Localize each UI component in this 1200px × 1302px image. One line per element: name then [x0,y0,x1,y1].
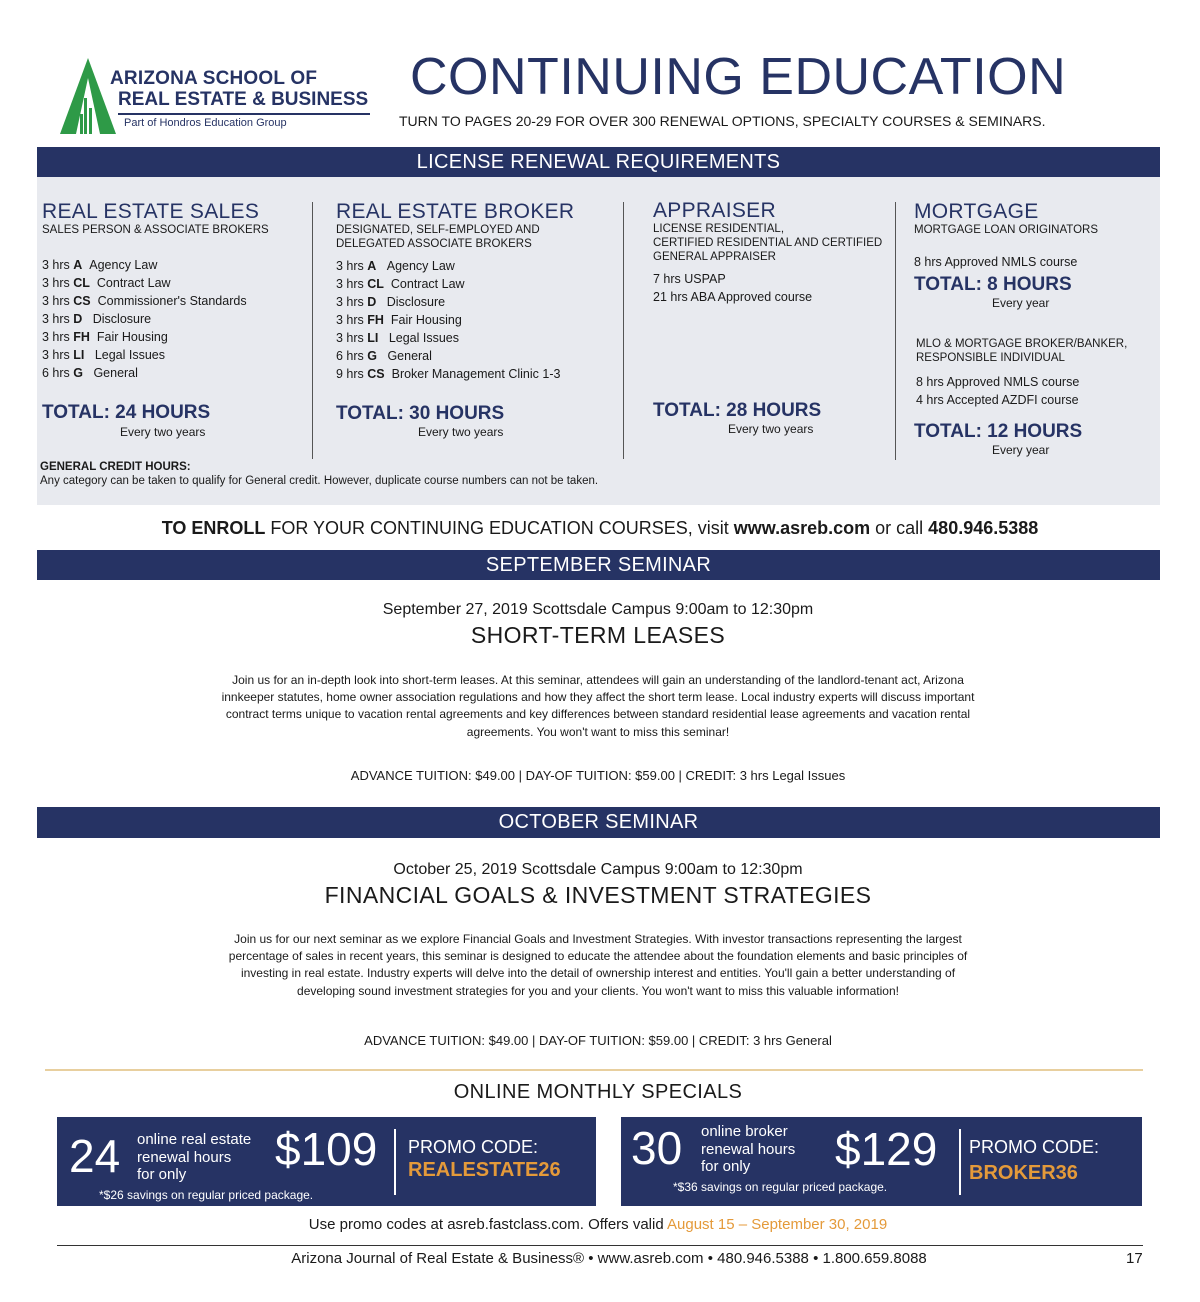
mortgage-total-1: TOTAL: 8 HOURS [914,274,1072,295]
mortgage-title: MORTGAGE [914,200,1039,223]
mortgage-course-list-2 [916,373,1127,409]
footer-text: Arizona Journal of Real Estate & Business® • www.asreb.com • 480.946.5388 • 1.800.659.8088 [291,1250,927,1267]
september-seminar-bar: SEPTEMBER SEMINAR [37,550,1160,580]
broker-subtitle-2: DELEGATED ASSOCIATE BROKERS [336,238,532,250]
list-item: 8 hrs Approved NMLS course [914,255,1078,269]
promo-code-label: PROMO CODE: [408,1137,539,1157]
october-seminar-tuition: ADVANCE TUITION: $49.00 | DAY-OF TUITION: $59.00 | CREDIT: 3 hrs General [364,1033,832,1048]
page-number: 17 [1126,1250,1143,1267]
page-subtitle: TURN TO PAGES 20-29 FOR OVER 300 RENEWAL OPTIONS, SPECIALTY COURSES & SEMINARS. [399,113,1046,129]
sales-title: REAL ESTATE SALES [42,200,260,223]
sales-course-list [42,256,269,382]
september-seminar-tuition: ADVANCE TUITION: $49.00 | DAY-OF TUITION: $59.00 | CREDIT: 3 hrs Legal Issues [350,768,846,783]
promo-dates: August 15 – September 30, 2019 [667,1216,888,1233]
logo-line-2: REAL ESTATE & BUSINESS [118,89,369,110]
logo-tagline: Part of Hondros Education Group [124,117,287,129]
list-item: 3 hrs D Disclosure [42,312,152,326]
sales-frequency: Every two years [120,425,206,439]
general-credit-heading: GENERAL CREDIT HOURS: [40,461,191,473]
list-item: 3 hrs FH Fair Housing [42,330,168,344]
enroll-phone[interactable]: 480.946.5388 [928,518,1039,538]
sales-column [42,201,269,439]
promo-description: online real estate renewal hours for only [137,1131,252,1183]
list-item: 4 hrs Accepted AZDFI course [916,393,1079,407]
enroll-visit: visit [697,518,734,538]
mountain-logo-icon [58,56,118,136]
list-item: 3 hrs CS Commissioner's Standards [42,294,247,308]
broker-title: REAL ESTATE BROKER [336,200,575,223]
promo-code-label: PROMO CODE: [969,1137,1100,1157]
broker-subtitle-1: DESIGNATED, SELF-EMPLOYED AND [336,224,540,236]
general-credit-text: Any category can be taken to qualify for General credit. However, duplicate course numbers can not be taken. [40,475,599,487]
promo-savings: *$36 savings on regular priced package. [673,1180,888,1194]
october-seminar-date: October 25, 2019 Scottsdale Campus 9:00am to 12:30pm [393,861,803,878]
list-item: 9 hrs CS Broker Management Clinic 1-3 [336,367,561,381]
list-item: 3 hrs D Disclosure [336,295,446,309]
column-divider [895,202,896,460]
broker-column [336,201,574,439]
column-divider [623,202,624,459]
promo-description: online broker renewal hours for only [701,1123,796,1175]
broker-frequency: Every two years [418,425,504,439]
appraiser-course-list [653,270,882,306]
mortgage-course-list [914,253,1127,271]
logo-line-1: ARIZONA SCHOOL OF [110,68,318,89]
list-item: 6 hrs G General [336,349,432,363]
promo-divider [394,1129,396,1195]
mortgage-total-2: TOTAL: 12 HOURS [914,421,1083,442]
promo-note: Use promo codes at asreb.fastclass.com. Offers valid August 15 – September 30, 2019 [308,1216,888,1233]
appraiser-subtitle-3: GENERAL APPRAISER [653,251,776,263]
section-divider [45,1069,1143,1071]
promo-code[interactable]: REALESTATE26 [408,1159,561,1181]
list-item: 3 hrs FH Fair Housing [336,313,462,327]
september-seminar-title: SHORT-TERM LEASES [470,622,726,648]
list-item: 8 hrs Approved NMLS course [916,375,1080,389]
sales-subtitle: SALES PERSON & ASSOCIATE BROKERS [42,224,269,236]
promo-code[interactable]: BROKER36 [969,1162,1078,1184]
page-title: CONTINUING EDUCATION [410,48,1067,106]
promo-hours: 30 [631,1122,683,1174]
promo-savings: *$26 savings on regular priced package. [99,1188,314,1202]
september-seminar-date: September 27, 2019 Scottsdale Campus 9:00am to 12:30pm [382,601,814,618]
list-item: 6 hrs G General [42,366,138,380]
enroll-lead: TO ENROLL [161,518,266,538]
promo-card-broker[interactable] [621,1117,1142,1206]
mortgage-column [914,201,1127,457]
appraiser-frequency: Every two years [728,422,814,436]
list-item: 7 hrs USPAP [653,272,726,286]
list-item: 3 hrs LI Legal Issues [42,348,165,362]
enroll-url-link[interactable]: www.asreb.com [733,518,871,538]
column-divider [312,202,313,459]
promo-price: $109 [275,1123,378,1175]
october-seminar-description: Join us for our next seminar as we explore Financial Goals and Investment Strategies. With investor transactions representing the largest percentage of sales in recent years, this seminar is designed to educate the attendee about the foundation elements and basic principles of investing in real estate. Industry experts will delve into the detail of ownership interest and entities. You'll gain a better understanding of developing sound investment strategies for you and your clients. You won't want to miss this valuable information! [228,932,968,998]
promo-divider [959,1129,961,1195]
list-item: 3 hrs A Agency Law [42,258,158,272]
list-item: 3 hrs CL Contract Law [336,277,465,291]
broker-total: TOTAL: 30 HOURS [336,403,505,424]
broker-course-list [336,257,574,383]
enroll-middle: FOR YOUR CONTINUING EDUCATION COURSES, [265,518,698,538]
october-seminar-title: FINANCIAL GOALS & INVESTMENT STRATEGIES [324,882,872,908]
promo-hours: 24 [69,1130,121,1182]
september-seminar-description: Join us for an in-depth look into short-term leases. At this seminar, attendees will gain an understanding of the landlord-tenant act, Arizona innkeeper statutes, home owner association regulations and how they affect the short term lease. Local industry experts will discuss important contract terms unique to vacation rental agreements and key differences between standard residential lease agreements and vacation rental agreements. You won't want to miss this seminar! [221,673,975,739]
promo-price: $129 [835,1123,938,1175]
mortgage-frequency-1: Every year [992,296,1050,310]
footer-rule [57,1245,1143,1246]
promo-card-realestate[interactable] [57,1117,596,1206]
mortgage-subtitle-2a: MLO & MORTGAGE BROKER/BANKER, [916,338,1128,350]
list-item: 21 hrs ABA Approved course [653,290,813,304]
sales-total: TOTAL: 24 HOURS [42,402,211,423]
mortgage-subtitle-2b: RESPONSIBLE INDIVIDUAL [916,352,1065,364]
promo-url-link[interactable]: asreb.fastclass.com [447,1216,580,1233]
list-item: 3 hrs LI Legal Issues [336,331,459,345]
logo-rule [118,113,370,115]
appraiser-subtitle-1: LICENSE RESIDENTIAL, [653,223,785,235]
appraiser-total: TOTAL: 28 HOURS [653,400,822,421]
appraiser-title: APPRAISER [653,199,776,222]
mortgage-subtitle: MORTGAGE LOAN ORIGINATORS [914,224,1099,236]
enroll-line [0,518,1200,539]
list-item: 3 hrs CL Contract Law [42,276,171,290]
renewal-section-bar: LICENSE RENEWAL REQUIREMENTS [37,147,1160,178]
appraiser-column [653,200,882,436]
online-specials-title: ONLINE MONTHLY SPECIALS [453,1081,743,1103]
appraiser-subtitle-2: CERTIFIED RESIDENTIAL AND CERTIFIED [653,237,883,249]
school-logo [58,56,378,138]
mortgage-frequency-2: Every year [992,443,1050,457]
enroll-or-call: or call [870,518,929,538]
list-item: 3 hrs A Agency Law [336,259,455,273]
renewal-panel [37,177,1160,505]
october-seminar-bar: OCTOBER SEMINAR [37,807,1160,838]
